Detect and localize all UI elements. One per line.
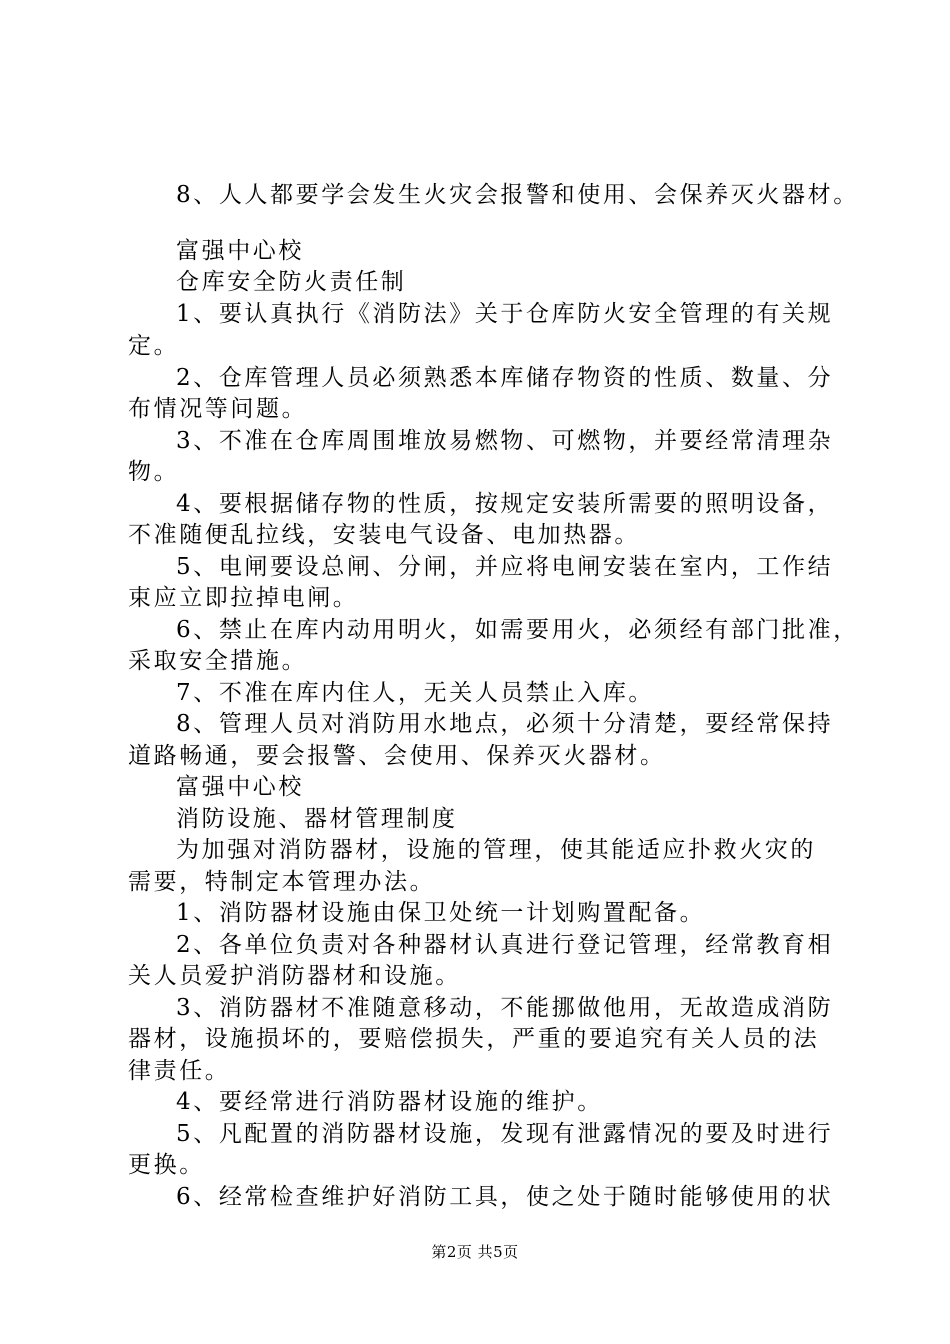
text-line: 物。 <box>128 459 180 485</box>
text-line: 4、要根据储存物的性质，按规定安装所需要的照明设备， <box>176 491 834 517</box>
text-line: 6、经常检查维护好消防工具，使之处于随时能够使用的状 <box>176 1184 834 1210</box>
text-line: 5、凡配置的消防器材设施，发现有泄露情况的要及时进行 <box>176 1121 834 1147</box>
text-line: 2、仓库管理人员必须熟悉本库储存物资的性质、数量、分 <box>176 365 834 391</box>
text-line: 5、电闸要设总闸、分闸，并应将电闸安装在室内，工作结 <box>176 554 834 580</box>
section-title: 消防设施、器材管理制度 <box>176 806 458 832</box>
text-line: 为加强对消防器材，设施的管理，使其能适应扑救火灾的 <box>176 837 816 863</box>
text-line: 道路畅通，要会报警、会使用、保养灭火器材。 <box>128 743 666 769</box>
text-line: 8、人人都要学会发生火灾会报警和使用、会保养灭火器材。 <box>176 182 859 208</box>
text-line: 需要，特制定本管理办法。 <box>128 869 436 895</box>
text-line: 8、管理人员对消防用水地点，必须十分清楚，要经常保持 <box>176 711 834 737</box>
text-line: 布情况等问题。 <box>128 396 308 422</box>
school-name: 富强中心校 <box>176 774 304 800</box>
text-line: 律责任。 <box>128 1058 231 1084</box>
text-line: 不准随便乱拉线，安装电气设备、电加热器。 <box>128 522 640 548</box>
text-line: 1、要认真执行《消防法》关于仓库防火安全管理的有关规 <box>176 301 834 327</box>
text-line: 7、不准在库内住人，无关人员禁止入库。 <box>176 680 655 706</box>
section-title: 仓库安全防火责任制 <box>176 269 407 295</box>
text-line: 器材，设施损坏的，要赔偿损失，严重的要追究有关人员的法 <box>128 1026 820 1052</box>
text-line: 3、消防器材不准随意移动，不能挪做他用，无故造成消防 <box>176 995 834 1021</box>
text-line: 6、禁止在库内动用明火，如需要用火，必须经有部门批准， <box>176 617 859 643</box>
text-line: 关人员爱护消防器材和设施。 <box>128 963 461 989</box>
text-line: 定。 <box>128 333 180 359</box>
text-line: 1、消防器材设施由保卫处统一计划购置配备。 <box>176 900 706 926</box>
text-line: 2、各单位负责对各种器材认真进行登记管理，经常教育相 <box>176 932 834 958</box>
text-line: 3、不准在仓库周围堆放易燃物、可燃物，并要经常清理杂 <box>176 428 834 454</box>
page-number-footer: 第2页 共5页 <box>431 1243 519 1261</box>
text-line: 采取安全措施。 <box>128 648 308 674</box>
school-name: 富强中心校 <box>176 238 304 264</box>
text-line: 束应立即拉掉电闸。 <box>128 585 359 611</box>
text-line: 更换。 <box>128 1152 205 1178</box>
text-line: 4、要经常进行消防器材设施的维护。 <box>176 1089 603 1115</box>
